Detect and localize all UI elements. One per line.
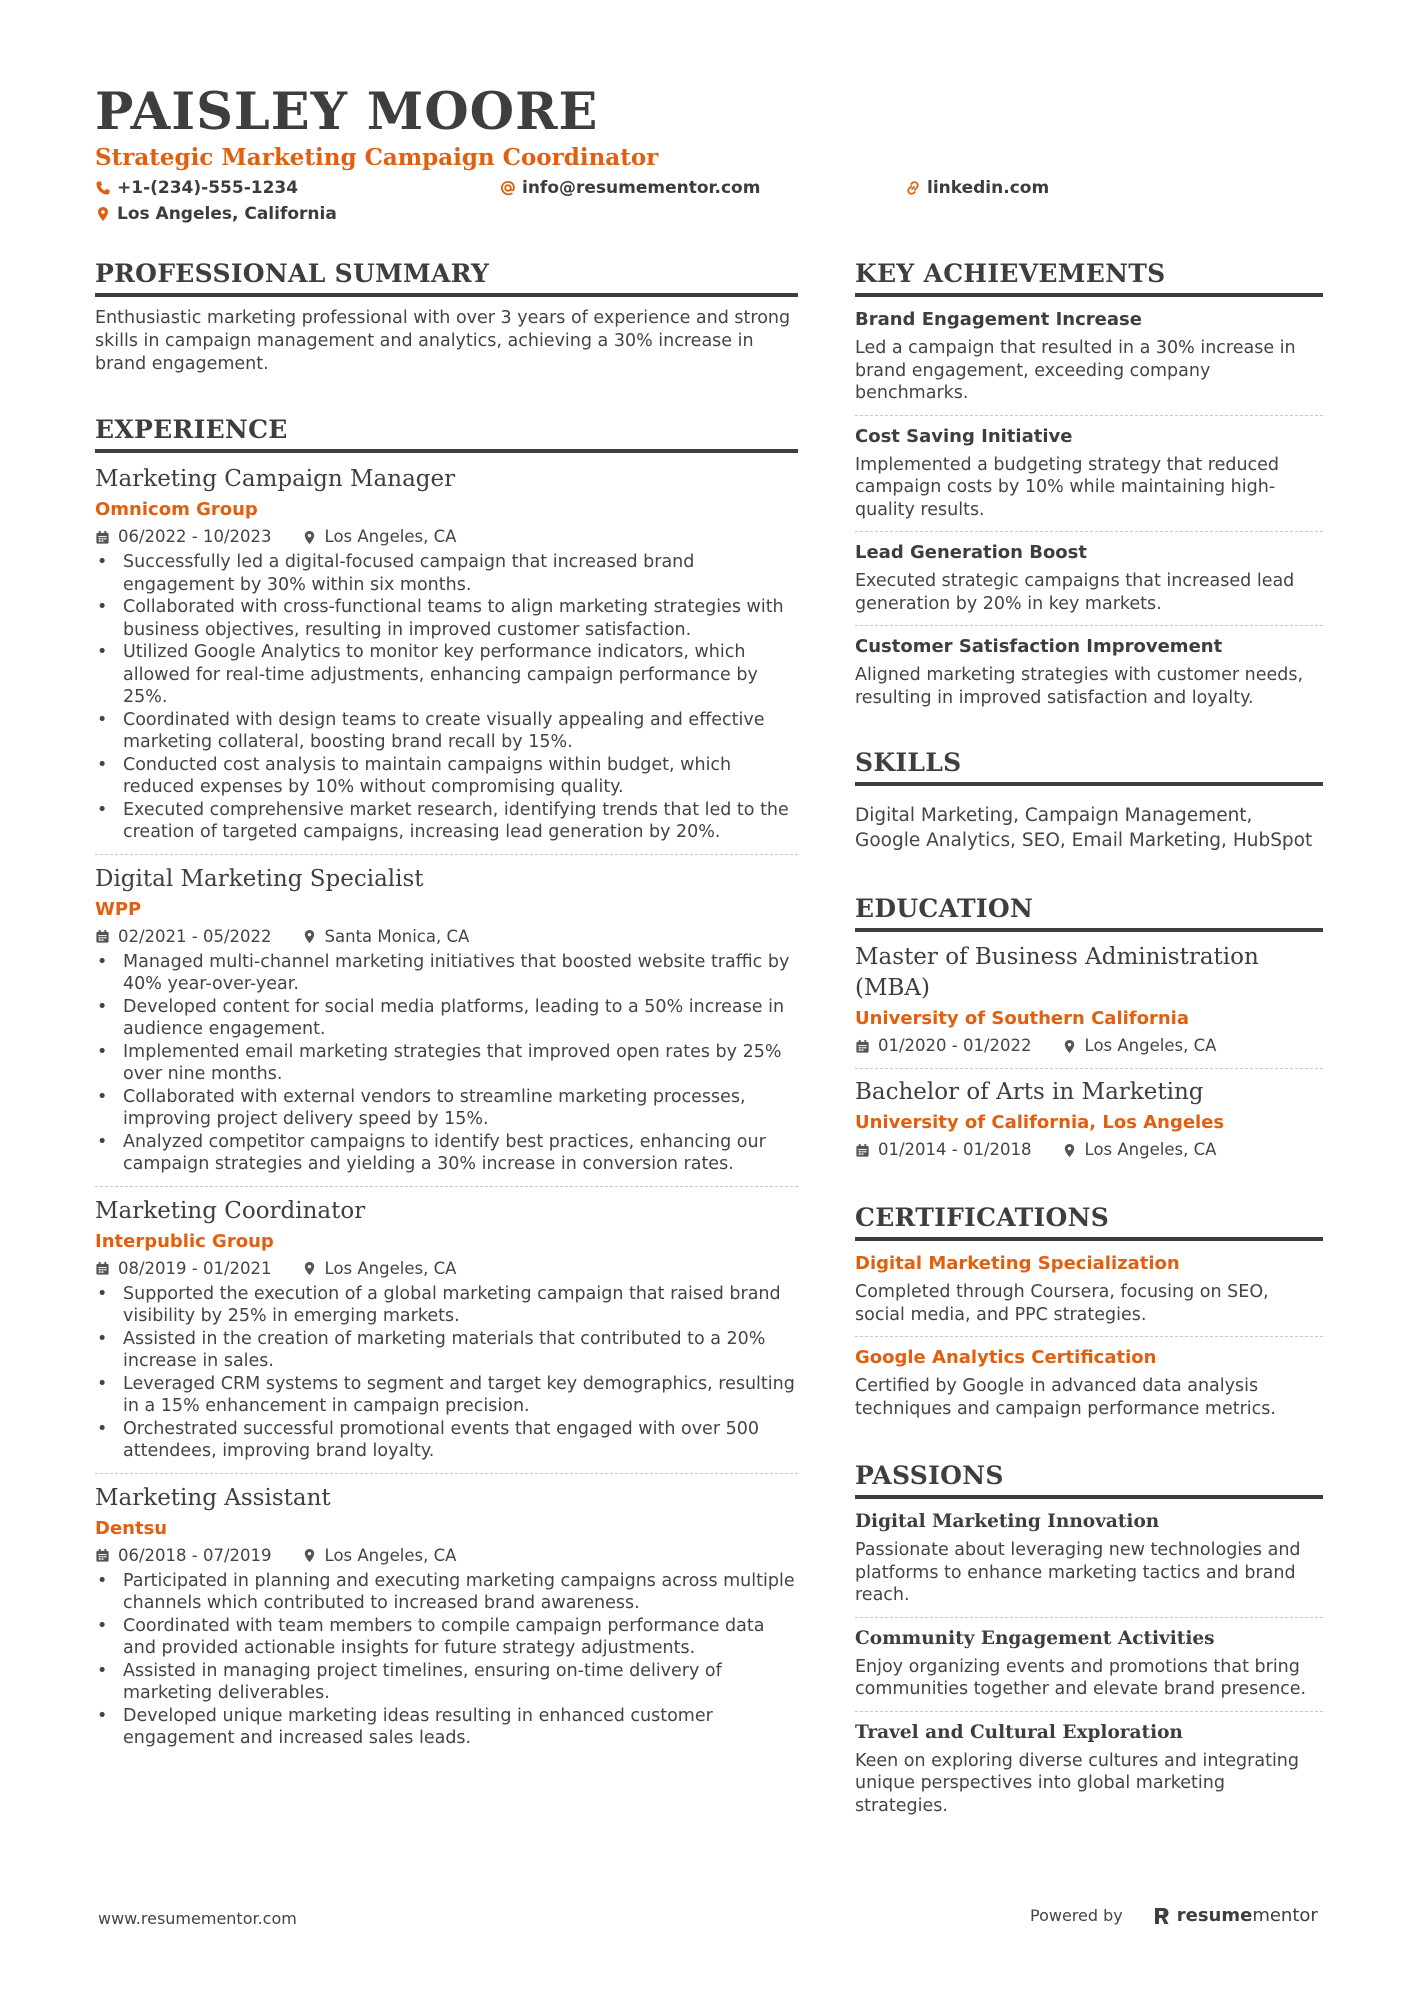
map-pin-icon [1062, 1143, 1077, 1158]
certifications-section [855, 1202, 1323, 1420]
achievements-section [855, 258, 1323, 709]
achievement-item [855, 540, 1323, 615]
calendar-icon [95, 1261, 110, 1276]
passion-item [855, 1626, 1323, 1701]
resume-header [95, 82, 1325, 228]
footer-website[interactable]: www.resumementor.com [98, 1909, 297, 1928]
education-meta [855, 1034, 1323, 1058]
job-title: Marketing Coordinator [95, 1197, 366, 1224]
divider [855, 415, 1323, 416]
education-dates: 01/2014 - 01/2018 [878, 1140, 1032, 1159]
company-name: Interpublic Group [95, 1230, 274, 1252]
bullet-item: • Executed comprehensive market research, identifying trends that led to the creation of targeted campaigns, increasing lead generation by 20%. [95, 799, 798, 844]
map-pin-icon [1062, 1039, 1077, 1054]
calendar-icon [95, 1548, 110, 1563]
map-pin-icon [302, 1261, 317, 1276]
degree-title: Master of Business Administration (MBA) [855, 944, 1259, 1001]
bullet-item: • Conducted cost analysis to maintain campaigns within budget, which reduced expenses by 10% without compromising quality. [95, 754, 798, 799]
candidate-role: Strategic Marketing Campaign Coordinator [95, 144, 659, 171]
certification-title: Digital Marketing Specialization [855, 1253, 1180, 1274]
job-title: Digital Marketing Specialist [95, 865, 424, 892]
map-pin-icon [302, 929, 317, 944]
certification-item [855, 1251, 1323, 1326]
divider [855, 1336, 1323, 1337]
passion-desc: Keen on exploring diverse cultures and integrating unique perspectives into global marketing strategies. [855, 1750, 1300, 1816]
bullet-item: • Participated in planning and executing marketing campaigns across multiple channels which contributed to increased brand awareness. [95, 1570, 798, 1615]
education-item [855, 1077, 1323, 1162]
bullet-item: • Managed multi-channel marketing initiatives that boosted website traffic by 40% year-over-year. [95, 951, 798, 996]
candidate-name: PAISLEY MOORE [95, 82, 599, 142]
bullet-item: • Utilized Google Analytics to monitor key performance indicators, which allowed for real-time adjustments, enhancing campaign performance by 25%. [95, 641, 798, 709]
education-item [855, 942, 1323, 1058]
achievement-title: Customer Satisfaction Improvement [855, 636, 1223, 657]
passions-section [855, 1460, 1323, 1817]
passions-heading: PASSIONS [855, 1460, 1323, 1499]
bullet-item: • Implemented email marketing strategies that improved open rates by 25% over nine months. [95, 1041, 798, 1086]
job-meta [95, 1544, 798, 1568]
job-bullets [95, 1283, 798, 1463]
achievement-desc: Executed strategic campaigns that increased lead generation by 20% in key markets. [855, 571, 1295, 614]
divider [95, 1186, 798, 1187]
job-title: Marketing Assistant [95, 1484, 331, 1511]
skills-section [855, 747, 1323, 853]
skills-heading: SKILLS [855, 747, 1323, 786]
education-dates: 01/2020 - 01/2022 [878, 1036, 1032, 1055]
school-name: University of Southern California [855, 1008, 1190, 1029]
calendar-icon [95, 929, 110, 944]
bullet-item: • Supported the execution of a global marketing campaign that raised brand visibility by 25% in emerging markets. [95, 1283, 798, 1328]
divider [855, 1617, 1323, 1618]
bullet-item: • Assisted in managing project timelines, ensuring on-time delivery of marketing deliverables. [95, 1660, 798, 1705]
education-location: Los Angeles, CA [1084, 1140, 1217, 1159]
brand-main: resume [1176, 1905, 1253, 1926]
job-location: Santa Monica, CA [324, 926, 470, 946]
degree-title: Bachelor of Arts in Marketing [855, 1079, 1204, 1105]
job-entry [95, 863, 798, 1176]
link-icon [905, 180, 921, 196]
job-bullets [95, 1570, 798, 1750]
bullet-item: • Developed unique marketing ideas resulting in enhanced customer engagement and increased sales leads. [95, 1705, 798, 1750]
job-title: Marketing Campaign Manager [95, 466, 456, 492]
job-entry [95, 1482, 798, 1750]
map-pin-icon [95, 206, 111, 222]
education-section [855, 893, 1323, 1162]
bullet-item: • Successfully led a digital-focused campaign that increased brand engagement by 30% within six months. [95, 551, 798, 596]
job-dates: 06/2022 - 10/2023 [118, 527, 272, 546]
education-heading: EDUCATION [855, 893, 1323, 932]
divider [95, 854, 798, 855]
job-dates: 08/2019 - 01/2021 [118, 1258, 272, 1278]
achievement-title: Cost Saving Initiative [855, 425, 1073, 447]
summary-heading: PROFESSIONAL SUMMARY [95, 258, 798, 297]
bullet-item: • Assisted in the creation of marketing materials that contributed to a 20% increase in sales. [95, 1328, 798, 1373]
certification-desc: Certified by Google in advanced data analysis techniques and campaign performance metrics. [855, 1376, 1276, 1419]
summary-section [95, 258, 798, 376]
job-location: Los Angeles, CA [324, 1545, 457, 1565]
contact-phone[interactable] [95, 176, 298, 200]
achievement-title: Brand Engagement Increase [855, 309, 1142, 330]
bullet-item: • Analyzed competitor campaigns to identify best practices, enhancing our campaign strategies and yielding a 30% increase in conversion rates. [95, 1131, 798, 1176]
certification-item [855, 1345, 1323, 1420]
bullet-item: • Coordinated with design teams to create visually appealing and effective marketing collateral, boosting brand recall by 15%. [95, 709, 798, 754]
achievement-title: Lead Generation Boost [855, 542, 1087, 563]
job-entry [95, 1195, 798, 1463]
job-location: Los Angeles, CA [324, 527, 457, 546]
map-pin-icon [302, 530, 317, 545]
company-name: WPP [95, 898, 142, 920]
passion-title: Community Engagement Activities [855, 1627, 1215, 1649]
achievement-desc: Implemented a budgeting strategy that reduced campaign costs by 10% while maintaining high-quality results. [855, 454, 1280, 520]
phone-icon [95, 180, 111, 196]
job-bullets [95, 551, 798, 844]
job-meta [95, 525, 798, 549]
resumementor-logo-icon [1153, 1906, 1171, 1926]
education-location: Los Angeles, CA [1084, 1036, 1217, 1055]
bullet-item: • Leveraged CRM systems to segment and target key demographics, resulting in a 15% enhancement in campaign precision. [95, 1373, 798, 1418]
bullet-item: • Collaborated with cross-functional teams to align marketing strategies with business objectives, resulting in improved customer satisfaction. [95, 596, 798, 641]
passion-desc: Enjoy organizing events and promotions that bring communities together and elevate brand presence. [855, 1656, 1307, 1699]
company-name: Dentsu [95, 1517, 168, 1539]
at-icon [500, 180, 516, 196]
passion-desc: Passionate about leveraging new technologies and platforms to enhance marketing tactics and brand reach. [855, 1540, 1301, 1605]
location-text: Los Angeles, California [117, 204, 337, 224]
job-entry [95, 463, 798, 844]
calendar-icon [855, 1039, 870, 1054]
contact-info [95, 176, 1325, 228]
achievement-item [855, 424, 1323, 522]
calendar-icon [95, 530, 110, 545]
bullet-item: • Orchestrated successful promotional events that engaged with over 500 attendees, improving brand loyalty. [95, 1418, 798, 1463]
passion-item [855, 1720, 1323, 1818]
divider [855, 1068, 1323, 1069]
map-pin-icon [302, 1548, 317, 1563]
company-name: Omnicom Group [95, 499, 258, 520]
job-meta [95, 1257, 798, 1281]
school-name: University of California, Los Angeles [855, 1112, 1225, 1133]
divider [855, 625, 1323, 626]
divider [855, 1711, 1323, 1712]
certification-title: Google Analytics Certification [855, 1347, 1157, 1368]
brand-logo[interactable] [1153, 1905, 1318, 1926]
left-column [95, 258, 798, 1750]
achievement-desc: Led a campaign that resulted in a 30% increase in brand engagement, exceeding company benchmarks. [855, 338, 1296, 403]
divider [95, 1473, 798, 1474]
achievement-item [855, 307, 1323, 405]
education-meta [855, 1138, 1323, 1162]
certification-desc: Completed through Coursera, focusing on SEO, social media, and PPC strategies. [855, 1282, 1269, 1325]
achievement-desc: Aligned marketing strategies with customer needs, resulting in improved satisfaction and loyalty. [855, 665, 1304, 708]
bullet-item: • Developed content for social media platforms, leading to a 50% increase in audience engagement. [95, 996, 798, 1041]
right-column [855, 258, 1323, 1817]
summary-text: Enthusiastic marketing professional with over 3 years of experience and strong skills in campaign management and analytics, achieving a 30% increase in brand engagement. [95, 308, 791, 374]
bullet-item: • Coordinated with team members to compile campaign performance data and provided actionable insights for future strategy adjustments. [95, 1615, 798, 1660]
divider [855, 531, 1323, 532]
passion-title: Travel and Cultural Exploration [855, 1721, 1183, 1743]
experience-section [95, 414, 798, 1750]
phone-text: +1-(234)-555-1234 [117, 178, 299, 198]
email-text: info@resumementor.com [522, 178, 761, 198]
job-dates: 06/2018 - 07/2019 [118, 1545, 272, 1565]
passion-title: Digital Marketing Innovation [855, 1511, 1160, 1532]
job-meta [95, 925, 798, 949]
contact-email[interactable] [500, 176, 760, 200]
passion-item [855, 1509, 1323, 1607]
job-dates: 02/2021 - 05/2022 [118, 926, 272, 946]
experience-heading: EXPERIENCE [95, 414, 798, 453]
powered-by-text: Powered by [1030, 1906, 1123, 1925]
certifications-heading: CERTIFICATIONS [855, 1202, 1323, 1241]
linkedin-text: linkedin.com [927, 178, 1050, 198]
job-location: Los Angeles, CA [324, 1258, 457, 1278]
job-bullets [95, 951, 798, 1176]
achievement-item [855, 634, 1323, 709]
brand-accent: mentor [1252, 1905, 1318, 1926]
achievements-heading: KEY ACHIEVEMENTS [855, 258, 1323, 297]
calendar-icon [855, 1143, 870, 1158]
bullet-item: • Collaborated with external vendors to streamline marketing processes, improving project delivery speed by 15%. [95, 1086, 798, 1131]
contact-linkedin[interactable] [905, 176, 1049, 200]
skills-text: Digital Marketing, Campaign Management, Google Analytics, SEO, Email Marketing, HubSpot [855, 805, 1313, 851]
footer-powered [1030, 1905, 1318, 1926]
contact-location [95, 202, 337, 226]
